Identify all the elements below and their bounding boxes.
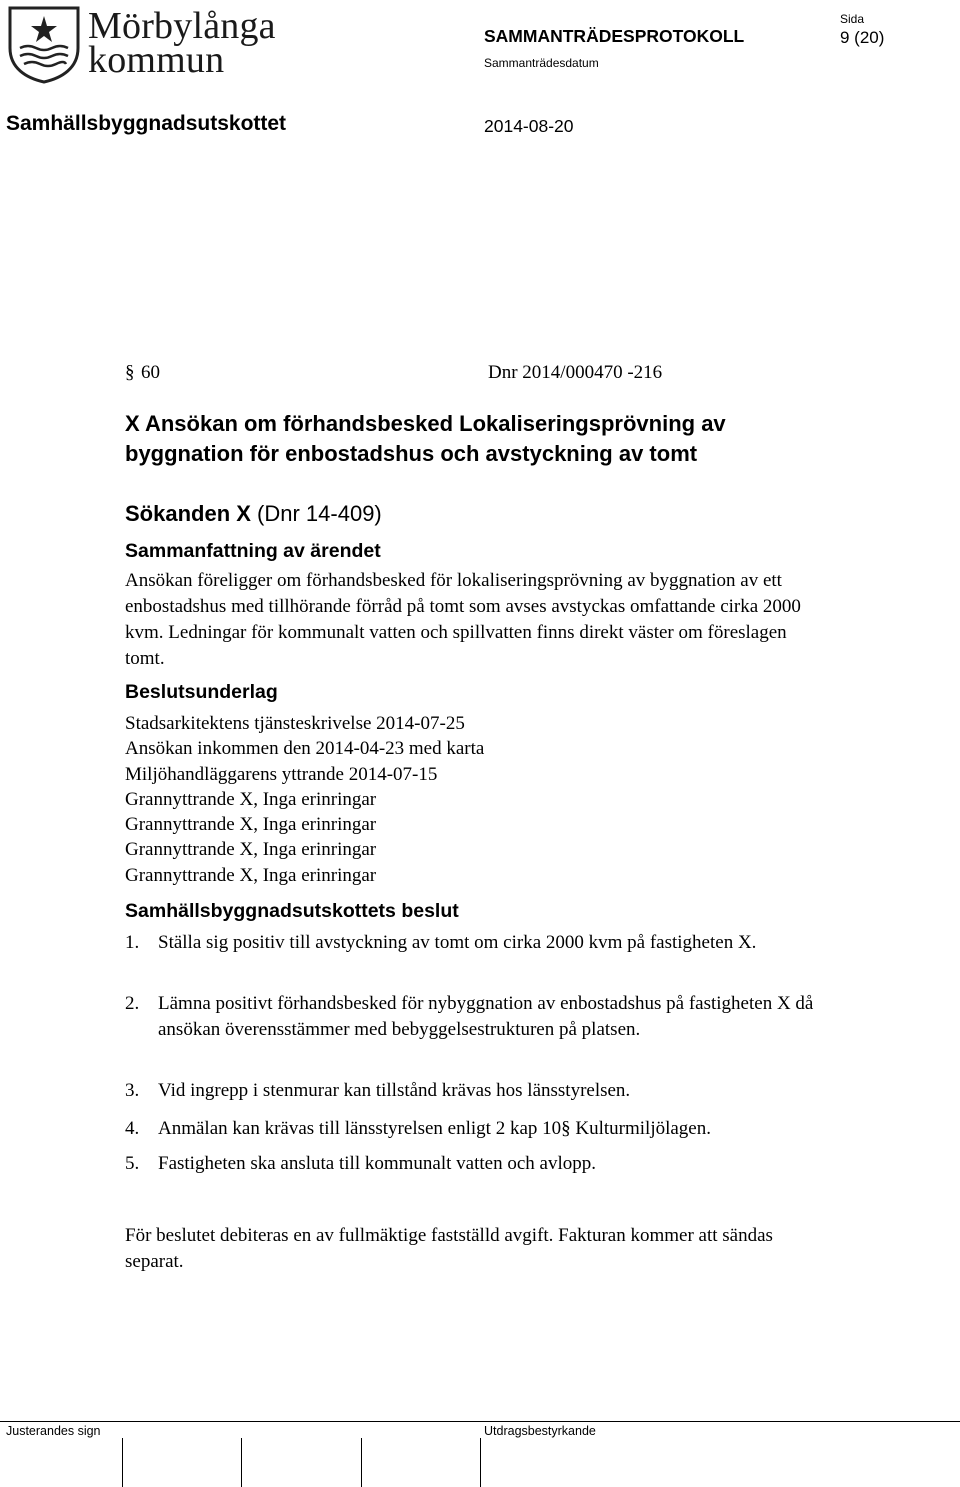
list-item: Grannyttrande X, Inga erinringar bbox=[125, 864, 377, 886]
decision-item-number: 5. bbox=[125, 1153, 140, 1174]
applicant-label: Sökanden X bbox=[125, 501, 251, 526]
signature-box-divider bbox=[480, 1438, 481, 1487]
page-number: 9 (20) bbox=[840, 28, 885, 47]
signature-label: Justerandes sign bbox=[6, 1424, 101, 1438]
signature-box-divider bbox=[241, 1438, 242, 1487]
signature-box-divider bbox=[361, 1438, 362, 1487]
list-item: Stadsarkitektens tjänsteskrivelse 2014-07-25 bbox=[125, 713, 465, 734]
decision-item-number: 4. bbox=[125, 1118, 140, 1139]
list-item: Grannyttrande X, Inga erinringar bbox=[125, 788, 377, 810]
footer-divider bbox=[0, 1421, 960, 1422]
decision-heading: Samhällsbyggnadsutskottets beslut bbox=[125, 900, 459, 922]
list-item: Ansökan inkommen den 2014-04-23 med karta bbox=[125, 738, 485, 760]
decision-item-text: Ställa sig positiv till avstyckning av tomt om cirka 2000 kvm på fastigheten X. bbox=[158, 932, 757, 953]
case-number: Dnr 2014/000470 -216 bbox=[488, 362, 663, 383]
org-name-line1: Mörbylånga bbox=[88, 5, 276, 47]
decision-item-number: 2. bbox=[125, 993, 140, 1014]
list-item: Grannyttrande X, Inga erinringar bbox=[125, 839, 377, 861]
basis-heading: Beslutsunderlag bbox=[125, 681, 278, 703]
meeting-date-label: Sammanträdesdatum bbox=[484, 56, 599, 70]
paragraph-number: 60 bbox=[141, 362, 160, 383]
coat-of-arms-icon bbox=[6, 4, 82, 84]
decision-item-text: Anmälan kan krävas till länsstyrelsen enligt 2 kap 10§ Kulturmiljölagen. bbox=[158, 1118, 711, 1139]
page-label: Sida bbox=[840, 12, 865, 26]
paragraph-symbol: § bbox=[125, 362, 135, 383]
document-type: SAMMANTRÄDESPROTOKOLL bbox=[484, 26, 745, 46]
decision-item-text: Lämna positivt förhandsbesked för nybyggnation av enbostadshus på fastigheten X då ansökan överensstämmer med bebyggelsestrukturen på platsen. bbox=[158, 993, 814, 1040]
applicant-line bbox=[125, 499, 815, 529]
list-item: Miljöhandläggarens yttrande 2014-07-15 bbox=[125, 763, 438, 785]
summary-text: Ansökan föreligger om förhandsbesked för lokaliseringsprövning av byggnation av ett enbostadshus med tillhörande förråd på tomt som avses avstyckas omfattande cirka 2000 kvm. Ledningar för kommunalt vatten och spillvatten finns direkt väster om föreslagen tomt. bbox=[125, 570, 801, 669]
summary-heading: Sammanfattning av ärendet bbox=[125, 540, 381, 562]
committee-name: Samhällsbyggnadsutskottet bbox=[6, 112, 287, 135]
list-item: Grannyttrande X, Inga erinringar bbox=[125, 814, 377, 836]
decision-item-text: Vid ingrepp i stenmurar kan tillstånd krävas hos länsstyrelsen. bbox=[158, 1080, 631, 1101]
fee-note: För beslutet debiteras en av fullmäktige fastställd avgift. Fakturan kommer att sändas separat. bbox=[125, 1225, 773, 1272]
basis-list bbox=[125, 711, 815, 888]
applicant-ref: (Dnr 14-409) bbox=[250, 501, 382, 526]
org-name-line2: kommun bbox=[88, 39, 225, 81]
decision-item-text: Fastigheten ska ansluta till kommunalt vatten och avlopp. bbox=[158, 1153, 596, 1174]
certification-label: Utdragsbestyrkande bbox=[484, 1424, 596, 1438]
decision-item-number: 3. bbox=[125, 1080, 140, 1101]
signature-box-divider bbox=[122, 1438, 123, 1487]
case-title: X Ansökan om förhandsbesked Lokaliseringsprövning av byggnation för enbostadshus och avstyckning av tomt bbox=[125, 411, 726, 466]
decision-item-number: 1. bbox=[125, 932, 140, 953]
meeting-date: 2014-08-20 bbox=[484, 116, 574, 136]
